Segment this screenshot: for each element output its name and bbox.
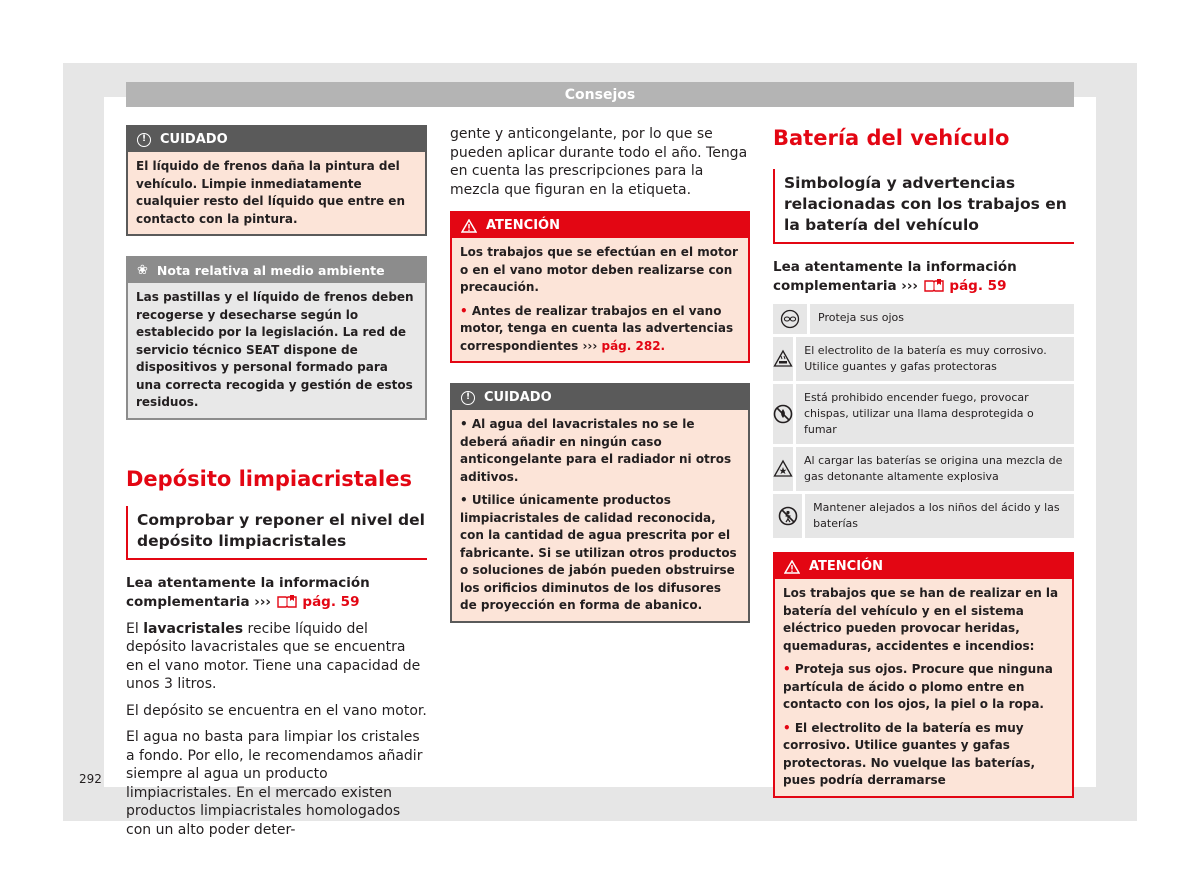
caution-body bbox=[128, 152, 425, 234]
lead-arrow: ››› bbox=[254, 593, 271, 610]
lead-paragraph bbox=[126, 574, 427, 612]
symbol-description: El electrolito de la batería es muy corrosivo. Utilice guantes y gafas protectoras bbox=[804, 344, 1047, 373]
warning-box-header bbox=[775, 554, 1072, 579]
subsection-title-washer: Comprobar y reponer el nivel del depósito limpiacristales bbox=[126, 506, 427, 560]
warning-bullet-2 bbox=[783, 720, 1064, 790]
environment-note-body bbox=[128, 283, 425, 418]
chapter-header: Consejos bbox=[126, 82, 1074, 107]
caution-box bbox=[450, 383, 750, 623]
section-title-washer: Depósito limpiacristales bbox=[126, 466, 412, 491]
symbol-description: Proteja sus ojos bbox=[818, 311, 905, 324]
lead-arrow: ››› bbox=[901, 278, 918, 294]
body-paragraph-continued: gente y anticongelante, por lo que se pueden aplicar durante todo el año. Tenga en cuenta las prescripciones para la mezcla que figuran en la etiqueta. bbox=[450, 126, 748, 198]
column-right bbox=[773, 125, 1074, 818]
bullet-icon: • bbox=[460, 493, 472, 507]
warning-bullet-text: Antes de realizar trabajos en el vano motor, tenga en cuenta las advertencias correspondientes bbox=[460, 303, 734, 353]
caution-box-header bbox=[452, 385, 748, 410]
caution-title: CUIDADO bbox=[160, 131, 228, 147]
symbol-description: Está prohibido encender fuego, provocar chispas, utilizar una llama desprotegida o fumar bbox=[804, 391, 1034, 436]
para1-bold-term: lavacristales bbox=[143, 620, 244, 637]
caution-box bbox=[126, 125, 427, 236]
column-middle bbox=[450, 125, 750, 643]
environment-note-header bbox=[128, 258, 425, 283]
environment-note-title: Nota relativa al medio ambiente bbox=[156, 262, 385, 278]
caution-bullet-1 bbox=[460, 416, 740, 486]
para1-text-end: recibe líquido del depósito lavacristales que se encuentra en el vano motor. Tiene una capacidad de unos 3 litros. bbox=[126, 620, 421, 692]
symbol-row bbox=[773, 337, 1074, 381]
corrosive-icon bbox=[773, 349, 793, 369]
section-title-battery: Batería del vehículo bbox=[773, 126, 1010, 150]
symbol-row bbox=[773, 494, 1074, 538]
page-reference-link[interactable]: pág. 59 bbox=[949, 278, 1007, 294]
warning-title: ATENCIÓN bbox=[486, 217, 560, 233]
page-reference-link[interactable]: pág. 282. bbox=[601, 338, 666, 353]
caution-bullet-1-text: Al agua del lavacristales no se le deberá añadir en ningún caso anticongelante para el radiador ni otros aditivos. bbox=[460, 417, 732, 484]
warning-box bbox=[773, 552, 1074, 798]
symbol-table bbox=[773, 304, 1074, 538]
para1-text-start: El bbox=[126, 620, 144, 637]
caution-body bbox=[452, 410, 748, 621]
warning-title: ATENCIÓN bbox=[809, 558, 883, 574]
caution-bullet-2 bbox=[460, 492, 740, 615]
warning-triangle-icon bbox=[784, 560, 800, 574]
lead-paragraph bbox=[773, 258, 1074, 296]
page-reference-link[interactable]: pág. 59 bbox=[302, 593, 360, 610]
symbol-row bbox=[773, 447, 1074, 491]
warning-bullet bbox=[460, 303, 740, 356]
lead-text: Lea atentamente la información complementaria bbox=[126, 574, 370, 610]
flower-icon: ❀ bbox=[137, 262, 148, 278]
explosive-icon bbox=[773, 459, 793, 479]
caution-bullet-2-text: Utilice únicamente productos limpiacristales de calidad reconocida, con la cantidad de agua prescrita por el fabricante. Si se utilizan otros productos o soluciones de jabón pueden obstruirse los orificios diminutos de los difusores de proyección en forma de abanico. bbox=[460, 493, 737, 612]
no-fire-icon bbox=[773, 404, 793, 424]
symbol-description: Al cargar las baterías se origina una mezcla de gas detonante altamente explosiva bbox=[804, 454, 1063, 483]
caution-text: El líquido de frenos daña la pintura del vehículo. Limpie inmediatamente cualquier resto del líquido que entre en contacto con la pintura. bbox=[136, 159, 405, 226]
environment-note-text: Las pastillas y el líquido de frenos deben recogerse y desecharse según lo establecido por la legislación. La red de servicio técnico SEAT dispone de dispositivos y personal formado para una correcta recogida y gestión de estos residuos. bbox=[136, 290, 414, 409]
caution-icon: ! bbox=[137, 133, 151, 147]
symbol-row bbox=[773, 384, 1074, 444]
keep-children-away-icon bbox=[778, 506, 798, 526]
symbol-description: Mantener alejados a los niños del ácido y las baterías bbox=[813, 501, 1060, 530]
warning-body bbox=[775, 579, 1072, 796]
caution-box-header bbox=[128, 127, 425, 152]
warning-box-header bbox=[452, 213, 748, 238]
bullet-icon: • bbox=[460, 417, 472, 431]
warning-bullet-2-text: El electrolito de la batería es muy corrosivo. Utilice guantes y gafas protectoras. No vuelque las baterías, pues podría derramarse bbox=[783, 720, 1036, 787]
caution-icon: ! bbox=[461, 391, 475, 405]
page-number: 292 bbox=[79, 772, 102, 786]
bullet-icon: • bbox=[460, 303, 472, 318]
lead-text: Lea atentamente la información complementaria bbox=[773, 259, 1017, 294]
body-paragraph-3: El agua no basta para limpiar los cristales a fondo. Por ello, le recomendamos añadir siempre al agua un producto limpiacristales. En el mercado existen productos limpiacristales homologados con un alto poder deter- bbox=[126, 729, 423, 838]
warning-intro: Los trabajos que se efectúan en el motor o en el vano motor deben realizarse con precaución. bbox=[460, 245, 738, 294]
warning-triangle-icon bbox=[461, 219, 477, 233]
book-reference-icon bbox=[923, 278, 945, 292]
warning-bullet-1 bbox=[783, 661, 1064, 714]
bullet-icon: • bbox=[783, 662, 795, 676]
symbol-row bbox=[773, 304, 1074, 334]
caution-title: CUIDADO bbox=[484, 389, 552, 405]
subsection-title-battery: Simbología y advertencias relacionadas con los trabajos en la batería del vehículo bbox=[773, 169, 1074, 244]
warning-intro: Los trabajos que se han de realizar en la batería del vehículo y en el sistema eléctrico pueden provocar heridas, quemaduras, accidentes e incendios: bbox=[783, 586, 1059, 653]
warning-body bbox=[452, 238, 748, 361]
goggles-icon bbox=[780, 309, 800, 329]
environment-note-box bbox=[126, 256, 427, 420]
body-paragraph-1 bbox=[126, 620, 427, 694]
column-left bbox=[126, 125, 427, 847]
bullet-icon: • bbox=[783, 720, 795, 735]
warning-bullet-arrow: ››› bbox=[582, 338, 598, 353]
warning-box bbox=[450, 211, 750, 363]
warning-bullet-1-text: Proteja sus ojos. Procure que ninguna partícula de ácido o plomo entre en contacto con los ojos, la piel o la ropa. bbox=[783, 662, 1053, 711]
book-reference-icon bbox=[276, 594, 298, 608]
body-paragraph-2: El depósito se encuentra en el vano motor. bbox=[126, 702, 427, 719]
